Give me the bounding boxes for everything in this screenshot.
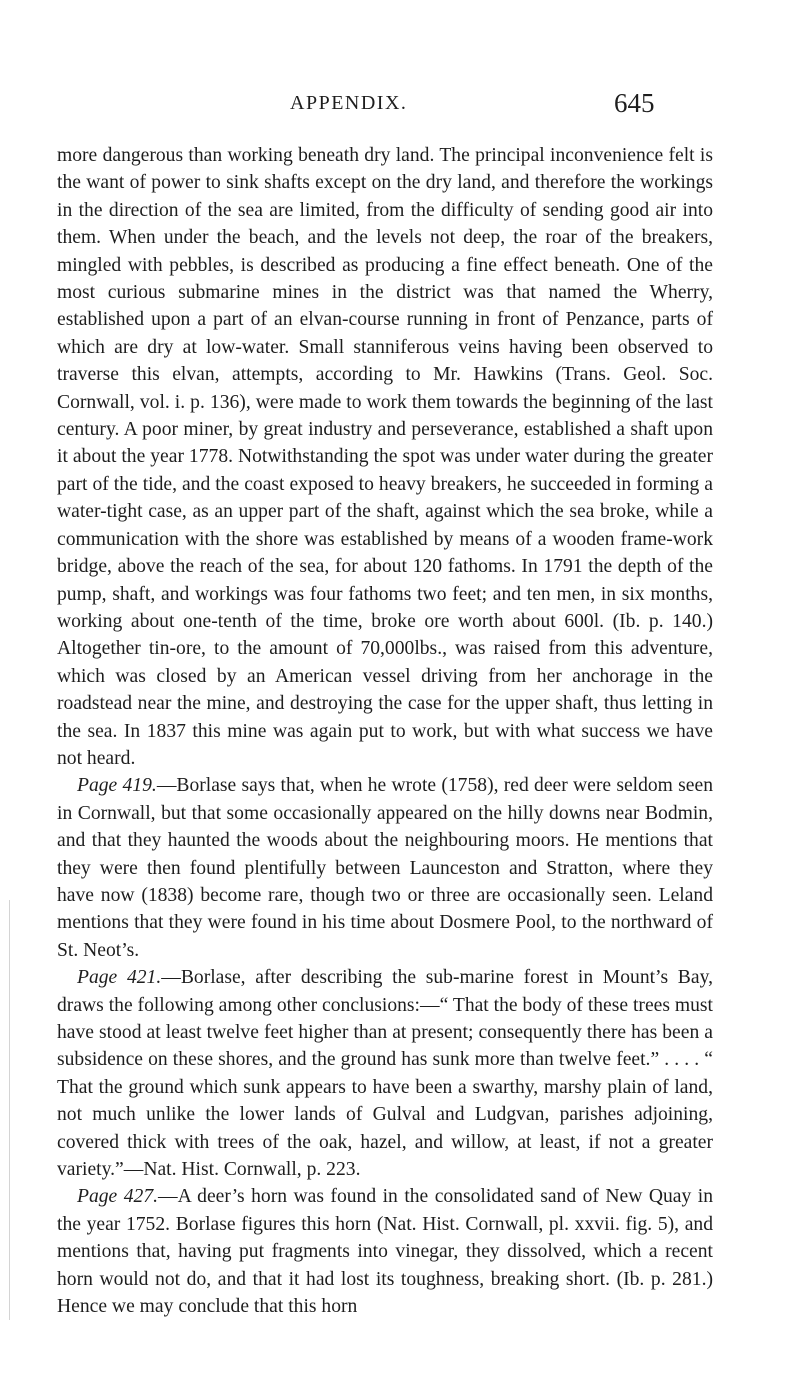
paragraph-submarine-forest: [57, 964, 713, 1183]
paragraph-red-deer: [57, 772, 713, 964]
paragraph-text: more dangerous than working beneath dry land. The principal inconvenience felt is the want of power to sink shafts except on the dry land, and therefore the workings in the direction of the sea are limited, from the difficulty of sending good air into them. When under the beach, and the levels not deep, the roar of the breakers, mingled with pebbles, is described as producing a fine effect beneath. One of the most curious submarine mines in the district was that named the Wherry, established upon a part of an elvan-course running in front of Penzance, parts of which are dry at low-water. Small stanniferous veins having been observed to traverse this elvan, attempts, according to Mr. Hawkins (Trans. Geol. Soc. Cornwall, vol. i. p. 136), were made to work them towards the beginning of the last century. A poor miner, by great industry and perseverance, established a shaft upon it about the year 1778. Notwithstanding the spot was under water during the greater part of the tide, and the coast exposed to heavy breakers, he succeeded in forming a water-tight case, as an upper part of the shaft, against which the sea broke, while a communication with the shore was established by means of a wooden frame-work bridge, above the reach of the sea, for about 120 fathoms. In 1791 the depth of the pump, shaft, and workings was four fathoms two feet; and ten men, in six months, working about one-tenth of the time, broke ore worth about 600l. (Ib. p. 140.) Altogether tin-ore, to the amount of 70,000lbs., was raised from this adventure, which was closed by an American vessel driving from her anchorage in the roadstead near the mine, and destroying the case for the upper shaft, thus letting in the sea. In 1837 this mine was again put to work, but with what success we have not heard.: [57, 145, 713, 769]
paragraph-deer-horn: [57, 1183, 713, 1320]
paragraph-text: —A deer’s horn was found in the consolidated sand of New Quay in the year 1752. Borlase figures this horn (Nat. Hist. Cornwall, pl. xxvii. fig. 5), and mentions that, having put fragments into vinegar, they dissolved, which a recent horn would not do, and that it had lost its toughness, breaking short. (Ib. p. 281.) Hence we may conclude that this horn: [57, 1186, 713, 1318]
page-number: 645: [614, 88, 655, 118]
paragraph-text: —Borlase, after describing the sub-marine forest in Mount’s Bay, draws the following among other conclusions:—“ That the body of these trees must have stood at least twelve feet higher than at present; consequently there has been a subsidence on these shores, and the ground has sunk more than twelve feet.” . . . . “ That the ground which sunk appears to have been a swarthy, marshy plain of land, not much unlike the lower lands of Gulval and Ludgvan, parishes adjoining, covered thick with trees of the oak, hazel, and willow, at least, if not a greater variety.”—Nat. Hist. Cornwall, p. 223.: [57, 967, 713, 1181]
page-reference: Page 421.: [77, 967, 162, 989]
page-reference: Page 427.: [77, 1186, 159, 1208]
paragraph-submarine-mines: [57, 142, 713, 772]
body-text: [57, 142, 713, 1320]
page-header: [0, 88, 800, 128]
running-head: APPENDIX.: [290, 92, 408, 114]
page-reference: Page 419.: [77, 775, 157, 797]
margin-shadow-line: [9, 900, 10, 1320]
paragraph-text: —Borlase says that, when he wrote (1758), red deer were seldom seen in Cornwall, but that some occasionally appeared on the hilly downs near Bodmin, and that they haunted the woods about the neighbouring moors. He mentions that they were then found plentifully between Launceston and Stratton, where they have now (1838) become rare, though two or three are occasionally seen. Leland mentions that they were found in his time about Dosmere Pool, to the northward of St. Neot’s.: [57, 775, 713, 961]
